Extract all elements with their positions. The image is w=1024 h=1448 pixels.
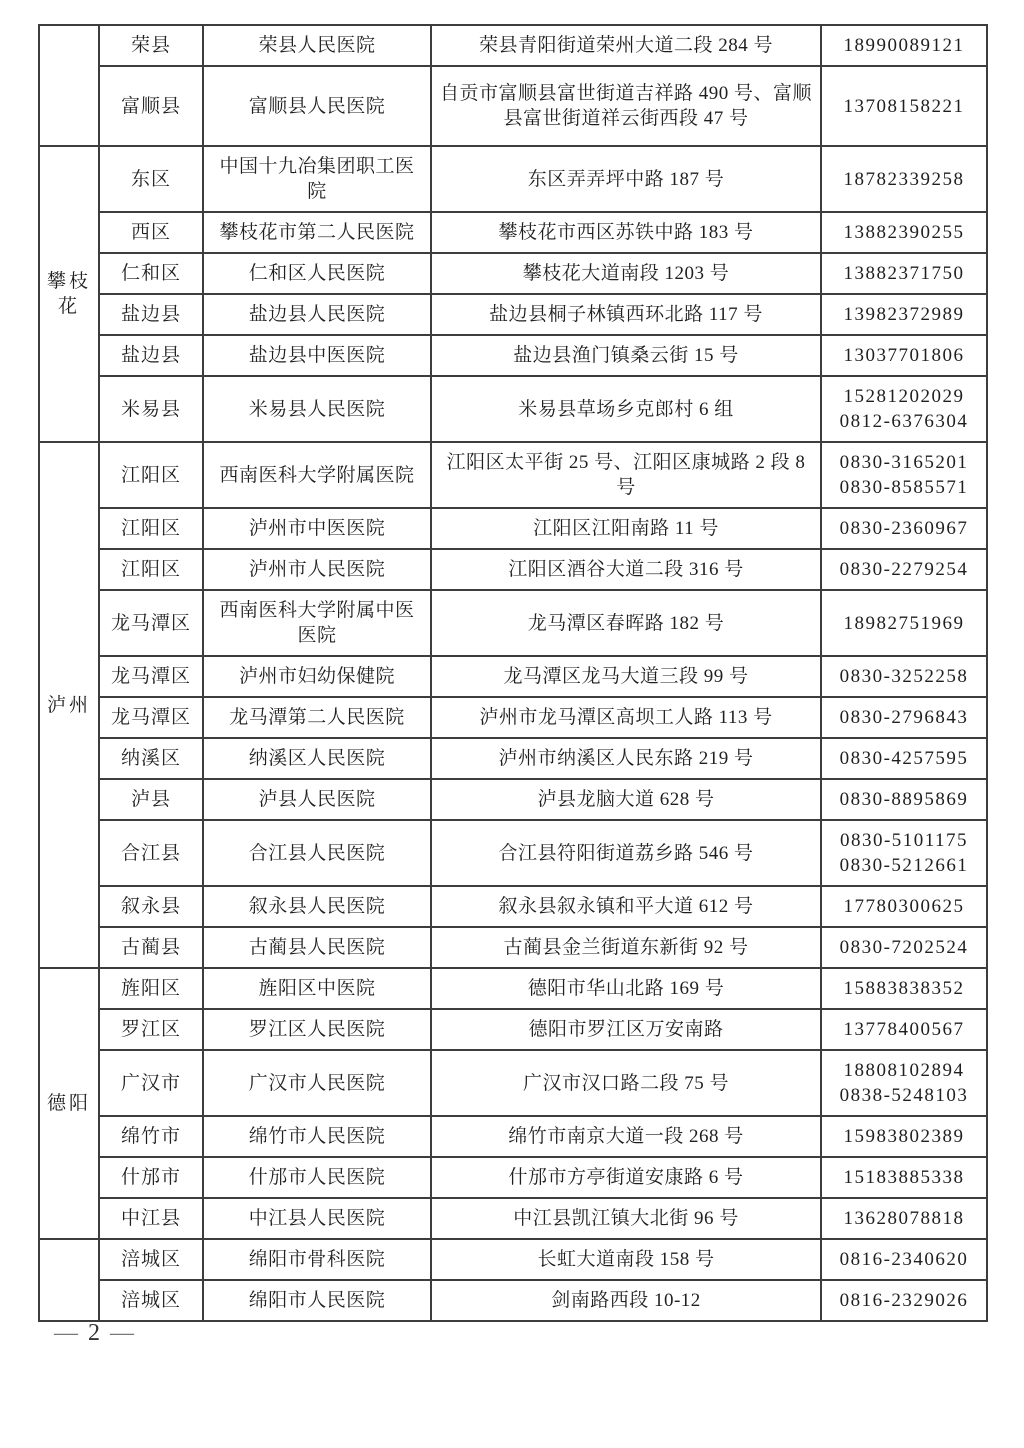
- phone-number: 18808102894: [843, 1060, 965, 1081]
- address-cell: 古蔺县金兰街道东新街 92 号: [431, 927, 821, 968]
- phone-cell: [821, 1239, 987, 1280]
- phone-number: 0830-2360967: [839, 518, 969, 539]
- phone-cell: [821, 335, 987, 376]
- footer-dash-left: —: [54, 1320, 80, 1346]
- phone-number: 13882390255: [843, 222, 965, 243]
- hospital-cell: 中江县人民医院: [203, 1198, 431, 1239]
- phone-number: 17780300625: [843, 896, 965, 917]
- hospital-cell: 西南医科大学附属医院: [203, 442, 431, 508]
- table-row: [39, 1157, 987, 1198]
- city-cell: 德阳: [39, 968, 99, 1239]
- district-cell: 涪城区: [99, 1280, 203, 1321]
- phone-number: 15183885338: [843, 1167, 965, 1188]
- phone-number: 13628078818: [843, 1208, 965, 1229]
- table-row: [39, 549, 987, 590]
- hospital-cell: 纳溪区人民医院: [203, 738, 431, 779]
- address-cell: 龙马潭区春晖路 182 号: [431, 590, 821, 656]
- table-row: [39, 1239, 987, 1280]
- phone-cell: [821, 656, 987, 697]
- district-cell: 东区: [99, 146, 203, 212]
- phone-number: 13982372989: [843, 304, 965, 325]
- phone-cell: [821, 66, 987, 146]
- phone-number: 0816-2340620: [839, 1249, 969, 1270]
- phone-cell: [821, 1116, 987, 1157]
- phone-cell: [821, 376, 987, 442]
- district-cell: 盐边县: [99, 294, 203, 335]
- address-cell: 盐边县渔门镇桑云街 15 号: [431, 335, 821, 376]
- table-row: [39, 656, 987, 697]
- phone-cell: [821, 253, 987, 294]
- table-row: [39, 738, 987, 779]
- phone-number: 0830-7202524: [839, 937, 969, 958]
- address-cell: 泸县龙脑大道 628 号: [431, 779, 821, 820]
- address-cell: 德阳市罗江区万安南路: [431, 1009, 821, 1050]
- phone-number: 13882371750: [843, 263, 965, 284]
- district-cell: 江阳区: [99, 442, 203, 508]
- phone-number: 0830-8895869: [839, 789, 969, 810]
- district-cell: 罗江区: [99, 1009, 203, 1050]
- phone-cell: [821, 549, 987, 590]
- table-row: [39, 66, 987, 146]
- hospital-cell: 罗江区人民医院: [203, 1009, 431, 1050]
- address-cell: 泸州市纳溪区人民东路 219 号: [431, 738, 821, 779]
- hospital-cell: 富顺县人民医院: [203, 66, 431, 146]
- phone-cell: [821, 779, 987, 820]
- district-cell: 广汉市: [99, 1050, 203, 1116]
- hospital-cell: 盐边县人民医院: [203, 294, 431, 335]
- table-row: [39, 1009, 987, 1050]
- phone-number: 18782339258: [843, 168, 965, 190]
- table-row: [39, 335, 987, 376]
- address-cell: 叙永县叙永镇和平大道 612 号: [431, 886, 821, 927]
- phone-number: 0830-3165201: [839, 452, 969, 473]
- table-row: [39, 508, 987, 549]
- hospital-cell: 米易县人民医院: [203, 376, 431, 442]
- phone-number: 0838-5248103: [839, 1085, 969, 1106]
- district-cell: 江阳区: [99, 508, 203, 549]
- address-cell: 米易县草场乡克郎村 6 组: [431, 376, 821, 442]
- table-row: [39, 1198, 987, 1239]
- table-row: [39, 697, 987, 738]
- hospital-cell: 什邡市人民医院: [203, 1157, 431, 1198]
- table-row: [39, 442, 987, 508]
- table-row: [39, 886, 987, 927]
- phone-number: 13037701806: [843, 345, 965, 366]
- district-cell: 江阳区: [99, 549, 203, 590]
- district-cell: 绵竹市: [99, 1116, 203, 1157]
- district-cell: 叙永县: [99, 886, 203, 927]
- city-cell: [39, 25, 99, 146]
- phone-number: 0830-3252258: [839, 666, 969, 687]
- phone-number: 0812-6376304: [839, 411, 969, 432]
- district-cell: 荣县: [99, 25, 203, 66]
- address-cell: 绵竹市南京大道一段 268 号: [431, 1116, 821, 1157]
- address-cell: 自贡市富顺县富世街道吉祥路 490 号、富顺县富世街道祥云街西段 47 号: [431, 66, 821, 146]
- city-cell: 攀枝花: [39, 146, 99, 442]
- phone-number: 13778400567: [843, 1019, 965, 1040]
- phone-number: 18982751969: [843, 612, 965, 634]
- phone-number: 15281202029: [843, 386, 965, 407]
- district-cell: 合江县: [99, 820, 203, 886]
- address-cell: 荣县青阳街道荣州大道二段 284 号: [431, 25, 821, 66]
- phone-number: 15983802389: [843, 1126, 965, 1147]
- district-cell: 纳溪区: [99, 738, 203, 779]
- address-cell: 长虹大道南段 158 号: [431, 1239, 821, 1280]
- address-cell: 中江县凯江镇大北街 96 号: [431, 1198, 821, 1239]
- hospital-cell: 绵竹市人民医院: [203, 1116, 431, 1157]
- phone-number: 0830-4257595: [839, 748, 969, 769]
- table-row: [39, 1280, 987, 1321]
- hospital-cell: 中国十九冶集团职工医院: [203, 146, 431, 212]
- district-cell: 富顺县: [99, 66, 203, 146]
- footer-page-number: 2: [88, 1320, 102, 1346]
- address-cell: 江阳区太平街 25 号、江阳区康城路 2 段 8 号: [431, 442, 821, 508]
- phone-number: 0816-2329026: [839, 1290, 969, 1311]
- phone-cell: [821, 590, 987, 656]
- phone-number: 0830-8585571: [839, 477, 969, 498]
- district-cell: 龙马潭区: [99, 656, 203, 697]
- phone-number: 0830-2279254: [839, 559, 969, 580]
- address-cell: 江阳区江阳南路 11 号: [431, 508, 821, 549]
- address-cell: 盐边县桐子林镇西环北路 117 号: [431, 294, 821, 335]
- table-row: [39, 779, 987, 820]
- page-number: [46, 1320, 144, 1347]
- phone-cell: [821, 25, 987, 66]
- phone-cell: [821, 886, 987, 927]
- address-cell: 龙马潭区龙马大道三段 99 号: [431, 656, 821, 697]
- table-row: [39, 146, 987, 212]
- phone-cell: [821, 442, 987, 508]
- table-row: [39, 927, 987, 968]
- table-row: [39, 1050, 987, 1116]
- address-cell: 什邡市方亭街道安康路 6 号: [431, 1157, 821, 1198]
- hospital-table-body: [39, 25, 987, 1321]
- address-cell: 攀枝花大道南段 1203 号: [431, 253, 821, 294]
- table-row: [39, 25, 987, 66]
- hospital-cell: 盐边县中医医院: [203, 335, 431, 376]
- address-cell: 德阳市华山北路 169 号: [431, 968, 821, 1009]
- phone-cell: [821, 1009, 987, 1050]
- district-cell: 仁和区: [99, 253, 203, 294]
- phone-number: 18990089121: [843, 35, 965, 56]
- district-cell: 涪城区: [99, 1239, 203, 1280]
- hospital-cell: 绵阳市人民医院: [203, 1280, 431, 1321]
- hospital-cell: 泸州市人民医院: [203, 549, 431, 590]
- hospital-cell: 广汉市人民医院: [203, 1050, 431, 1116]
- phone-cell: [821, 1157, 987, 1198]
- phone-cell: [821, 146, 987, 212]
- district-cell: 旌阳区: [99, 968, 203, 1009]
- address-cell: 江阳区酒谷大道二段 316 号: [431, 549, 821, 590]
- address-cell: 泸州市龙马潭区高坝工人路 113 号: [431, 697, 821, 738]
- phone-cell: [821, 820, 987, 886]
- hospital-cell: 叙永县人民医院: [203, 886, 431, 927]
- phone-number: 13708158221: [843, 95, 965, 117]
- table-row: [39, 1116, 987, 1157]
- hospital-cell: 合江县人民医院: [203, 820, 431, 886]
- hospital-cell: 泸州市中医医院: [203, 508, 431, 549]
- district-cell: 古蔺县: [99, 927, 203, 968]
- footer-dash-right: —: [110, 1320, 136, 1346]
- table-row: [39, 820, 987, 886]
- phone-cell: [821, 294, 987, 335]
- table-row: [39, 590, 987, 656]
- phone-cell: [821, 212, 987, 253]
- table-row: [39, 294, 987, 335]
- city-cell: 泸州: [39, 442, 99, 968]
- phone-number: 15883838352: [843, 978, 965, 999]
- address-cell: 剑南路西段 10-12: [431, 1280, 821, 1321]
- address-cell: 合江县符阳街道荔乡路 546 号: [431, 820, 821, 886]
- district-cell: 龙马潭区: [99, 590, 203, 656]
- hospital-cell: 荣县人民医院: [203, 25, 431, 66]
- city-cell: [39, 1239, 99, 1321]
- phone-cell: [821, 968, 987, 1009]
- district-cell: 泸县: [99, 779, 203, 820]
- phone-cell: [821, 697, 987, 738]
- hospital-cell: 泸州市妇幼保健院: [203, 656, 431, 697]
- hospital-cell: 龙马潭第二人民医院: [203, 697, 431, 738]
- phone-number: 0830-2796843: [839, 707, 969, 728]
- phone-cell: [821, 1280, 987, 1321]
- district-cell: 西区: [99, 212, 203, 253]
- district-cell: 盐边县: [99, 335, 203, 376]
- table-row: [39, 968, 987, 1009]
- district-cell: 龙马潭区: [99, 697, 203, 738]
- phone-cell: [821, 738, 987, 779]
- phone-cell: [821, 1050, 987, 1116]
- hospital-table: [38, 24, 988, 1322]
- district-cell: 中江县: [99, 1198, 203, 1239]
- district-cell: 什邡市: [99, 1157, 203, 1198]
- table-row: [39, 212, 987, 253]
- table-row: [39, 253, 987, 294]
- phone-cell: [821, 927, 987, 968]
- phone-number: 0830-5212661: [839, 855, 969, 876]
- phone-number: 0830-5101175: [839, 830, 969, 851]
- hospital-cell: 仁和区人民医院: [203, 253, 431, 294]
- phone-cell: [821, 1198, 987, 1239]
- address-cell: 东区弄弄坪中路 187 号: [431, 146, 821, 212]
- hospital-cell: 泸县人民医院: [203, 779, 431, 820]
- hospital-cell: 古蔺县人民医院: [203, 927, 431, 968]
- hospital-cell: 绵阳市骨科医院: [203, 1239, 431, 1280]
- hospital-cell: 攀枝花市第二人民医院: [203, 212, 431, 253]
- hospital-cell: 旌阳区中医院: [203, 968, 431, 1009]
- address-cell: 广汉市汉口路二段 75 号: [431, 1050, 821, 1116]
- phone-cell: [821, 508, 987, 549]
- hospital-cell: 西南医科大学附属中医医院: [203, 590, 431, 656]
- table-row: [39, 376, 987, 442]
- address-cell: 攀枝花市西区苏铁中路 183 号: [431, 212, 821, 253]
- district-cell: 米易县: [99, 376, 203, 442]
